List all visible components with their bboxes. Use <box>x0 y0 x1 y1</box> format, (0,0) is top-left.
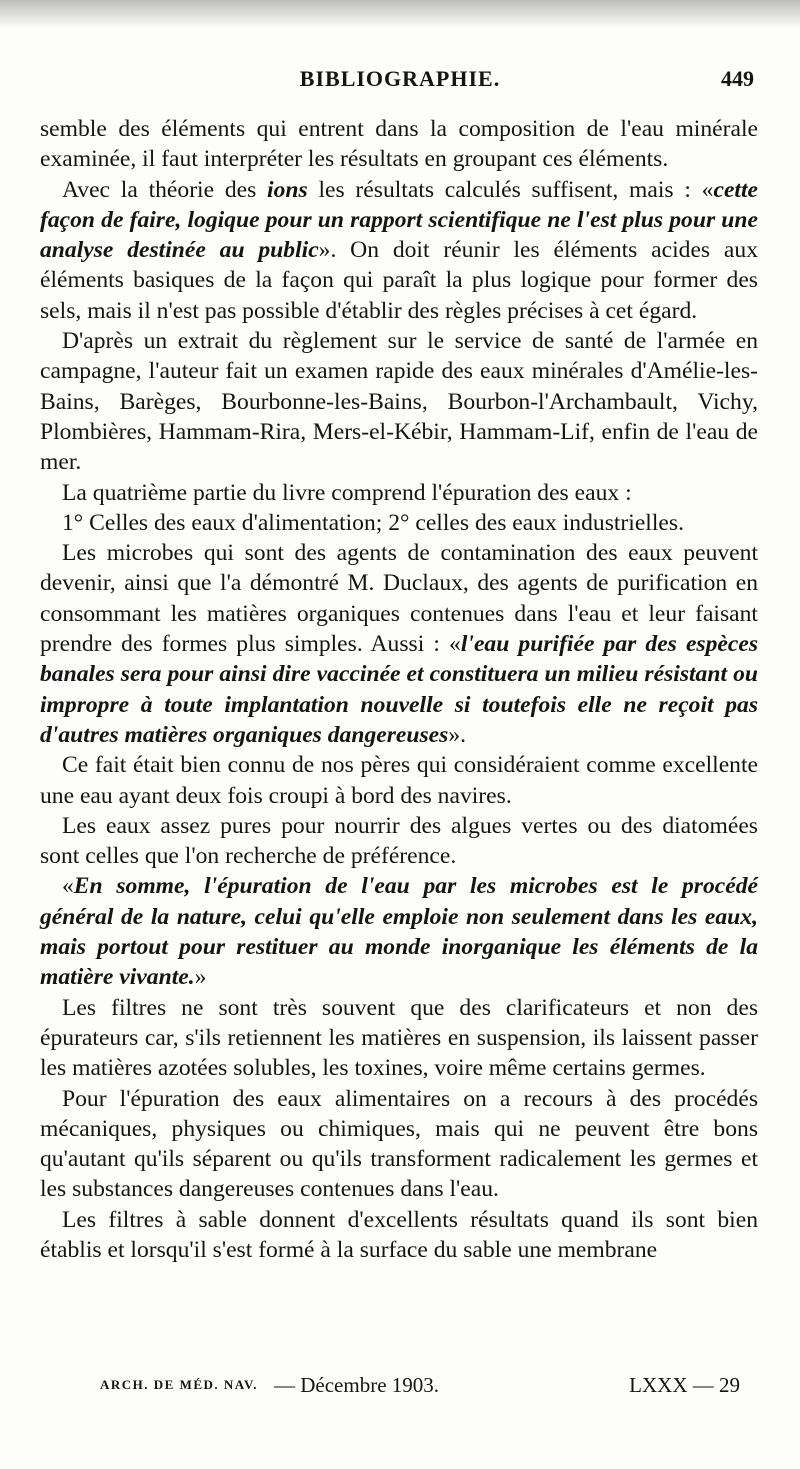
paragraph-9 <box>40 871 758 992</box>
text-segment: les résultats calculés suffisent, mais : « <box>307 176 714 203</box>
footer-date: — Décembre 1903. <box>274 1373 440 1397</box>
text-segment: D'après un extrait du règlement sur le service de santé de l'armée en campagne, l'auteur fait un examen rapide des eaux minérales d'Amélie-les-Bains, Barèges, Bourbonne-les-Bains, Bourbon-l'Archambault, Vichy, Plombières, Hammam-Rira, Mers-el-Kébir, Hammam-Lif, enfin de l'eau de mer. <box>40 328 758 476</box>
italic-segment: En somme, l'épuration de l'eau par les microbes est le procédé général de la nature, celui qu'elle emploie non seulement dans les eaux, mais portout pour restituer au monde inorganique les éléments de la matière vivante. <box>40 873 758 991</box>
text-segment: ». On doit réunir les éléments acides aux éléments basiques de la façon qui paraît la plus logique pour former des sels, mais il n'est pas possible d'établir des règles précises à cet égard. <box>40 237 758 324</box>
text-segment: « <box>62 873 74 900</box>
text-segment: La quatrième partie du livre comprend l'épuration des eaux : <box>62 479 632 506</box>
paragraph-1 <box>40 114 758 175</box>
text-segment: 1° Celles des eaux d'alimentation; 2° celles des eaux industrielles. <box>62 509 684 536</box>
paragraph-6 <box>40 538 758 750</box>
paragraph-8 <box>40 811 758 872</box>
text-segment: Ce fait était bien connu de nos pères qui considéraient comme excellente une eau ayant deux fois croupi à bord des navires. <box>40 752 758 809</box>
text-segment: Les filtres à sable donnent d'excellents résultats quand ils sont bien établis et lorsqu'il s'est formé à la surface du sable une membrane <box>40 1206 758 1263</box>
paragraph-3 <box>40 326 758 477</box>
italic-segment: ions <box>267 176 308 203</box>
paragraph-4 <box>40 478 758 508</box>
paragraph-11 <box>40 1084 758 1205</box>
page-header <box>40 66 760 106</box>
scan-top-edge <box>0 0 800 28</box>
page-number: 449 <box>721 66 754 91</box>
text-segment: Les eaux assez pures pour nourrir des algues vertes ou des diatomées sont celles que l'on recherche de préférence. <box>40 812 758 870</box>
paragraph-5 <box>40 508 758 538</box>
page-footer <box>100 1373 760 1405</box>
footer-volume: LXXX — 29 <box>629 1373 740 1397</box>
paragraph-2 <box>40 175 758 326</box>
body-text <box>40 114 758 1265</box>
text-segment: semble des éléments qui entrent dans la composition de l'eau minérale examinée, il faut interpréter les résultats en groupant ces éléments. <box>40 116 758 173</box>
paragraph-7 <box>40 750 758 811</box>
text-segment: ». <box>448 721 467 748</box>
text-segment: Avec la théorie des <box>62 176 268 203</box>
footer-journal: ARCH. DE MÉD. NAV. <box>100 1377 258 1392</box>
text-segment: » <box>194 964 207 991</box>
text-segment: Les microbes qui sont des agents de contamination des eaux peuvent devenir, ainsi que l'a démontré M. Duclaux, des agents de purification en consommant les matières organiques contenues dans l'eau et leur faisant prendre des formes plus simples. Aussi : « <box>40 540 758 658</box>
text-segment: Pour l'épuration des eaux alimentaires on a recours à des procédés mécaniques, physiques ou chimiques, mais qui ne peuvent être bons qu'autant qu'ils séparent ou qu'ils transforment radicalement les germes et les substances dangereuses contenues dans l'eau. <box>40 1085 758 1203</box>
paragraph-10 <box>40 993 758 1084</box>
paragraph-12 <box>40 1205 758 1266</box>
text-segment: Les filtres ne sont très souvent que des clarificateurs et non des épurateurs car, s'ils retiennent les matières en suspension, ils laissent passer les matières azotées solubles, les toxines, voire même certains germes. <box>40 994 758 1082</box>
running-title: BIBLIOGRAPHIE. <box>299 66 501 91</box>
italic-segment: l'eau purifiée par des espèces banales sera pour ainsi dire vaccinée et constituera un milieu résistant ou impropre à toute implantation nouvelle si toutefois elle ne reçoit pas d'autres matières organiques dangereuses <box>40 631 758 748</box>
italic-segment: cette façon de faire, logique pour un rapport scientifique ne l'est plus pour une analyse destinée au public <box>40 176 758 264</box>
